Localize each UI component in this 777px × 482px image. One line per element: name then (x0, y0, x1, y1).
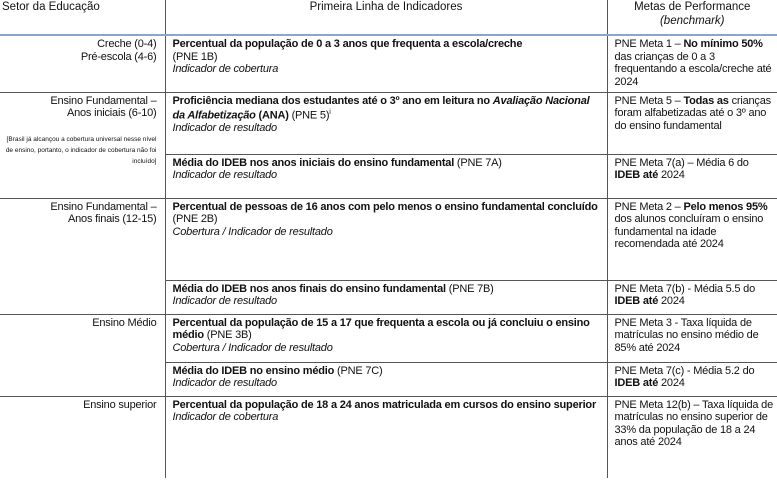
target-text: das crianças de 0 a 3 frequentando a escola/creche até 2024 (614, 50, 772, 88)
indicator-cell (165, 35, 607, 92)
indicator-ref: (PNE 2B) (172, 213, 218, 225)
target-text: 2024 (658, 169, 685, 181)
target-cell (607, 198, 777, 280)
indicator-title: (ANA) (255, 109, 289, 122)
target-emphasis: No mínimo 50% (683, 38, 763, 50)
sector-cell (0, 35, 165, 92)
indicator-cell (165, 198, 607, 280)
target-text: PNE Meta 2 – (614, 200, 684, 213)
indicator-title: Média do IDEB nos anos finais do ensino fundamental (172, 282, 446, 295)
indicator-type: Indicador de resultado (172, 169, 277, 181)
target-text: PNE Meta 7(c) - Média 5.2 do (614, 364, 755, 377)
target-text: 2024 (658, 295, 685, 307)
indicator-title: Percentual da população de 18 a 24 anos matriculada em cursos do ensino superior (172, 398, 597, 411)
header-indicators: Primeira Linha de Indicadores (165, 0, 607, 35)
header-targets (607, 0, 777, 35)
sector-label: Ensino Médio (92, 316, 157, 329)
sector-label: Ensino Fundamental – (50, 200, 157, 213)
target-text: PNE Meta 1 – (614, 38, 684, 50)
indicator-ref: (PNE 7A) (454, 156, 502, 169)
indicator-cell (165, 280, 607, 314)
indicator-ref: (PNE 1B) (172, 50, 218, 63)
indicator-ref: (PNE 7C) (334, 364, 383, 377)
indicator-type: Indicador de resultado (172, 377, 277, 389)
target-text: dos alunos concluíram o ensino fundamental na idade recomendada até 2024 (614, 213, 764, 250)
indicator-ref: (PNE 7B) (445, 282, 494, 295)
sector-label: Anos finais (12-15) (67, 213, 157, 225)
header-targets-line2: (benchmark) (659, 15, 725, 27)
target-emphasis: IDEB até (614, 377, 659, 389)
sector-cell (0, 198, 165, 314)
indicator-ref: (PNE 5) (288, 109, 330, 122)
target-emphasis: IDEB até (614, 295, 659, 307)
target-emphasis: Pelo menos 95% (683, 200, 768, 213)
indicator-title: Percentual de pessoas de 16 anos com pelo menos o ensino fundamental concluído (172, 200, 598, 213)
indicator-cell (165, 314, 607, 362)
target-cell (607, 362, 777, 396)
target-cell (607, 280, 777, 314)
table-row (0, 314, 777, 362)
footnote-mark: i (329, 109, 331, 116)
target-emphasis: IDEB até (614, 169, 659, 181)
indicator-title: Proficiência mediana dos estudantes até o 3º ano em leitura no (172, 94, 493, 107)
indicator-type: Cobertura / Indicador de resultado (172, 225, 333, 238)
sector-cell (0, 92, 165, 198)
indicator-title: Média do IDEB no ensino médio (172, 364, 335, 377)
table-row (0, 396, 777, 478)
table-row (0, 198, 777, 280)
sector-note: [Brasil já alcançou a cobertura universal nesse nível de ensino, portanto, o indicador de cobertura não foi incluído] (5, 135, 157, 165)
target-text: PNE Meta 7(b) - Média 5.5 do (614, 282, 756, 295)
target-text: 2024 (658, 377, 685, 389)
sector-cell (0, 396, 165, 478)
indicator-title-italic: Avaliação Nacional da Alfabetização (172, 94, 590, 122)
header-targets-line1: Metas de Performance (634, 1, 751, 13)
indicator-type: Indicador de cobertura (172, 63, 279, 75)
target-cell (607, 396, 777, 478)
target-cell (607, 314, 777, 362)
target-text: PNE Meta 5 – (614, 94, 684, 107)
target-text: PNE Meta 7(a) – Média 6 do (614, 156, 749, 169)
indicator-title: Percentual da população de 0 a 3 anos que frequenta a escola/creche (172, 38, 523, 50)
target-cell (607, 35, 777, 92)
sector-cell (0, 314, 165, 396)
indicator-ref: (PNE 3B) (203, 329, 252, 341)
header-sector: Setor da Educação (2, 1, 100, 13)
table-row (0, 92, 777, 154)
target-cell (607, 154, 777, 198)
table-row (0, 35, 777, 92)
indicator-type: Cobertura / Indicador de resultado (172, 341, 333, 354)
sector-label: Ensino Fundamental – (50, 94, 157, 107)
sector-label: Creche (0-4) (97, 38, 157, 50)
indicator-cell (165, 92, 607, 154)
target-emphasis: Todas as (683, 94, 729, 107)
header-row (0, 0, 777, 35)
indicator-type: Indicador de cobertura (172, 411, 279, 423)
indicator-cell (165, 362, 607, 396)
indicator-title: Média do IDEB nos anos iniciais do ensino fundamental (172, 156, 455, 169)
target-cell (607, 92, 777, 154)
target-text: PNE Meta 3 - Taxa líquida de matrículas no ensino médio de 85% até 2024 (614, 316, 759, 354)
indicator-title: Percentual da população de 15 a 17 que frequenta a escola ou já concluiu o ensino médio (172, 316, 590, 341)
sector-label: Anos iniciais (6-10) (66, 107, 157, 119)
sector-label: Pré-escola (4-6) (80, 50, 157, 63)
sector-label: Ensino superior (83, 398, 157, 411)
indicator-cell (165, 396, 607, 478)
target-text: PNE Meta 12(b) – Taxa líquida de matrículas no ensino superior de 33% da população de 18 a 24 anos até 2024 (614, 398, 773, 448)
target-text: crianças foram alfabetizadas até o 3º ano do ensino fundamental (614, 94, 771, 132)
indicator-type: Indicador de resultado (172, 122, 277, 135)
indicator-type: Indicador de resultado (172, 295, 277, 307)
indicator-cell (165, 154, 607, 198)
